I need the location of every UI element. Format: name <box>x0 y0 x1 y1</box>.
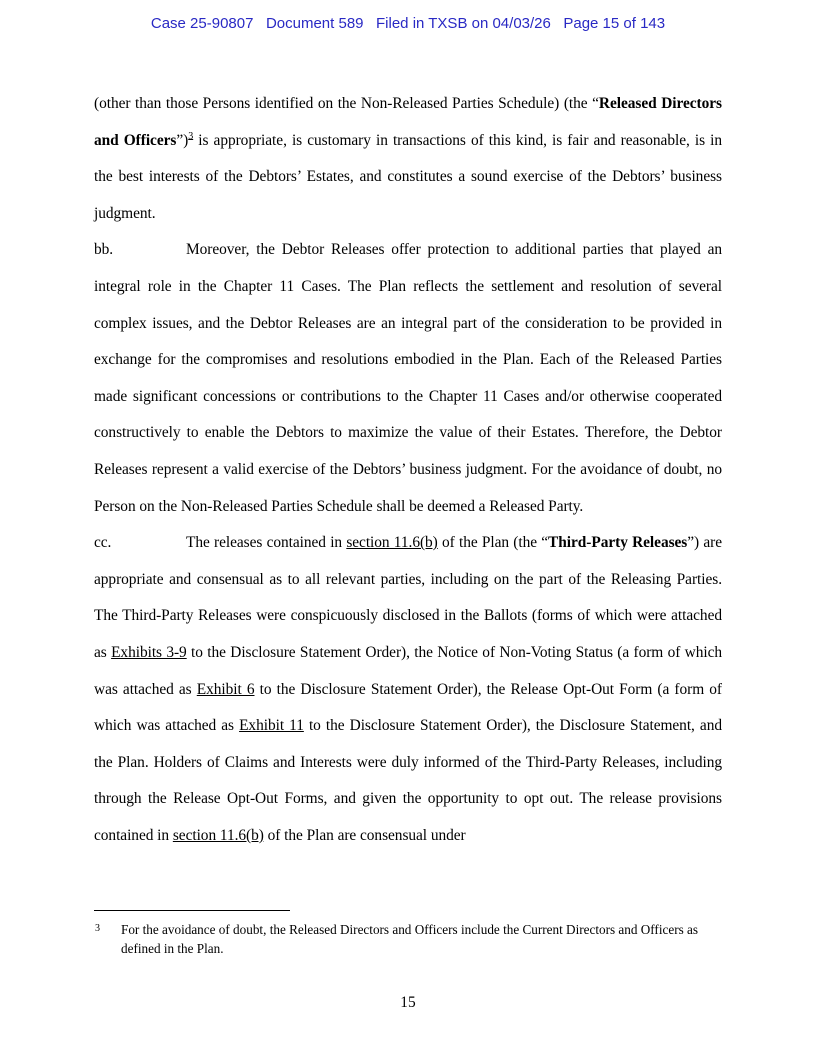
paragraph <box>94 525 722 854</box>
document-body <box>94 86 722 854</box>
page-number: 15 <box>400 994 416 1011</box>
footnote-text: For the avoidance of doubt, the Released Directors and Officers include the Current Directors and Officers as defined in the Plan. <box>121 922 698 956</box>
paragraph <box>94 232 722 525</box>
footnote <box>94 920 722 958</box>
text-segment: (other than those Persons identified on the Non-Released Parties Schedule) (the “ <box>94 95 599 112</box>
paragraph <box>94 86 722 232</box>
section-link[interactable]: section 11.6(b) <box>346 534 438 552</box>
text-segment: to the Disclosure Statement Order), the Release Opt-Out Form (a form of which was attached as <box>94 680 722 735</box>
section-link[interactable]: section 11.6(b) <box>172 826 264 844</box>
paragraph-label: cc. <box>94 534 112 552</box>
ecf-case-stamp: Case 25-90807 Document 589 Filed in TXSB on 04/03/26 Page 15 of 143 <box>150 15 666 32</box>
section-link[interactable]: Exhibits 3-9 <box>111 643 187 661</box>
text-segment: Released Directors and Officers <box>94 95 722 149</box>
section-link[interactable]: Exhibit 6 <box>196 680 255 698</box>
footnote-reference[interactable]: 3 <box>188 130 194 142</box>
text-segment: is appropriate, is customary in transactions of this kind, is fair and reasonable, is in the best interests of the Debtors’ Estates, and constitutes a sound exercise of the Debtors’ business judgment. <box>94 131 723 222</box>
section-link[interactable]: Exhibit 11 <box>239 717 304 735</box>
text-segment: ”) <box>176 131 189 149</box>
text-segment: Third-Party Releases <box>548 534 688 552</box>
paragraph-label: bb. <box>94 241 114 259</box>
text-segment: Moreover, the Debtor Releases offer protection to additional parties that played an integral role in the Chapter 11 Cases. The Plan reflects the settlement and resolution of several complex issues, and the Debtor Releases are an integral part of the consideration to be provided in exchange for the compromises and resolutions embodied in the Plan. Each of the Released Parties made significant concessions or contributions to the Chapter 11 Cases and/or otherwise cooperated constructively to enable the Debtors to maximize the value of their Estates. Therefore, the Debtor Releases represent a valid exercise of the Debtors’ business judgment. For the avoidance of doubt, no Person on the Non-Released Parties Schedule shall be deemed a Released Party. <box>94 241 722 515</box>
text-segment: The releases contained in <box>186 534 347 552</box>
footnote-area <box>94 910 722 958</box>
text-segment: ”) are appropriate and consensual as to all relevant parties, including on the part of the Releasing Parties. The Third-Party Releases were conspicuously disclosed in the Ballots (forms of which were attached as <box>94 534 722 661</box>
text-segment: of the Plan (the “ <box>437 534 549 552</box>
footnote-number: 3 <box>95 923 100 934</box>
footnote-separator-rule <box>94 910 290 911</box>
text-segment: of the Plan are consensual under <box>263 826 466 844</box>
text-segment: to the Disclosure Statement Order), the Notice of Non-Voting Status (a form of which was attached as <box>94 643 722 698</box>
text-segment: to the Disclosure Statement Order), the Disclosure Statement, and the Plan. Holders of Claims and Interests were duly informed of the Third-Party Releases, including through the Release Opt-Out Forms, and given the opportunity to opt out. The release provisions contained in <box>94 717 723 844</box>
